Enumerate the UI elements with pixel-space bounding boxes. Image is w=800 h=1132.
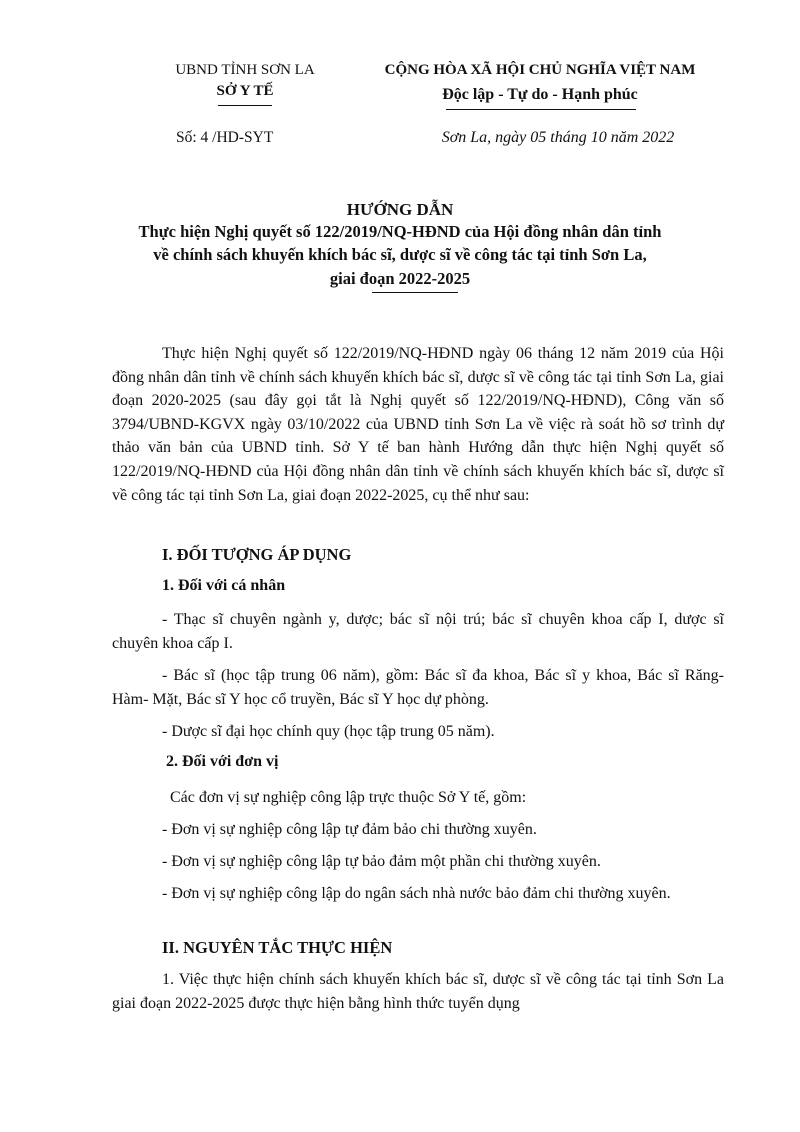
principles-paragraph-1: 1. Việc thực hiện chính sách khuyến khích bác sĩ, dược sĩ về công tác tại tỉnh Sơn La giai đoạn 2022-2025 được thực hiện bằng hình thức tuyển dụng (112, 971, 724, 1012)
document-type: HƯỚNG DẪN (346, 200, 454, 219)
individuals-item-1: - Thạc sĩ chuyên ngành y, dược; bác sĩ nội trú; bác sĩ chuyên khoa cấp I, dược sĩ chuyên khoa cấp I. (112, 611, 724, 652)
motto-underline (446, 109, 636, 110)
individuals-item-3: - Dược sĩ đại học chính quy (học tập trung 05 năm). (162, 723, 495, 740)
national-motto: Độc lập - Tự do - Hạnh phúc (442, 86, 638, 103)
title-line-2: về chính sách khuyến khích bác sĩ, dược sĩ về công tác tại tỉnh Sơn La, (153, 245, 647, 264)
national-title: CỘNG HÒA XÃ HỘI CHỦ NGHĨA VIỆT NAM (384, 62, 696, 78)
units-item-2: - Đơn vị sự nghiệp công lập tự bảo đảm một phần chi thường xuyên. (162, 853, 601, 870)
units-item-1: - Đơn vị sự nghiệp công lập tự đảm bảo chi thường xuyên. (162, 821, 537, 838)
intro-paragraph: Thực hiện Nghị quyết số 122/2019/NQ-HĐND ngày 06 tháng 12 năm 2019 của Hội đồng nhân dân tỉnh về chính sách khuyến khích bác sĩ, dược sĩ về công tác tại tỉnh Sơn La, giai đoạn 2020-2025 (sau đây gọi tắt là Nghị quyết số 122/2019/NQ-HĐND), Công văn số 3794/UBND-KGVX ngày 03/10/2022 của UBND tỉnh Sơn La về việc rà soát hồ sơ trình dự thảo văn bản của UBND tỉnh. Sở Y tế ban hành Hướng dẫn thực hiện Nghị quyết số 122/2019/NQ-HĐND của Hội đồng nhân dân tỉnh về chính sách khuyến khích bác sĩ, dược sĩ về công tác tại tỉnh Sơn La, giai đoạn 2022-2025, cụ thể như sau: (112, 345, 724, 504)
subsection-heading-units: 2. Đối với đơn vị (166, 753, 279, 770)
place-date: Sơn La, ngày 05 tháng 10 năm 2022 (441, 129, 675, 146)
units-item-3: - Đơn vị sự nghiệp công lập do ngân sách nhà nước bảo đảm chi thường xuyên. (162, 885, 671, 902)
title-line-3: giai đoạn 2022-2025 (329, 269, 471, 288)
document-number: Số: 4 /HD-SYT (176, 129, 274, 146)
agency-parent: UBND TỈNH SƠN LA (175, 62, 315, 78)
units-lead: Các đơn vị sự nghiệp công lập trực thuộc Sở Y tế, gồm: (170, 789, 527, 806)
agency-name: SỞ Y TẾ (216, 83, 274, 99)
title-line-1: Thực hiện Nghị quyết số 122/2019/NQ-HĐND của Hội đồng nhân dân tỉnh (138, 222, 662, 241)
title-underline (372, 292, 458, 293)
section-heading-1: I. ĐỐI TƯỢNG ÁP DỤNG (162, 545, 352, 564)
agency-underline (218, 105, 272, 106)
subsection-heading-individuals: 1. Đối với cá nhân (162, 577, 286, 594)
individuals-item-2: - Bác sĩ (học tập trung 06 năm), gồm: Bác sĩ đa khoa, Bác sĩ y khoa, Bác sĩ Răng- Hàm- Mặt, Bác sĩ Y học cổ truyền, Bác sĩ Y học dự phòng. (112, 667, 724, 708)
section-heading-2: II. NGUYÊN TẮC THỰC HIỆN (162, 938, 393, 957)
